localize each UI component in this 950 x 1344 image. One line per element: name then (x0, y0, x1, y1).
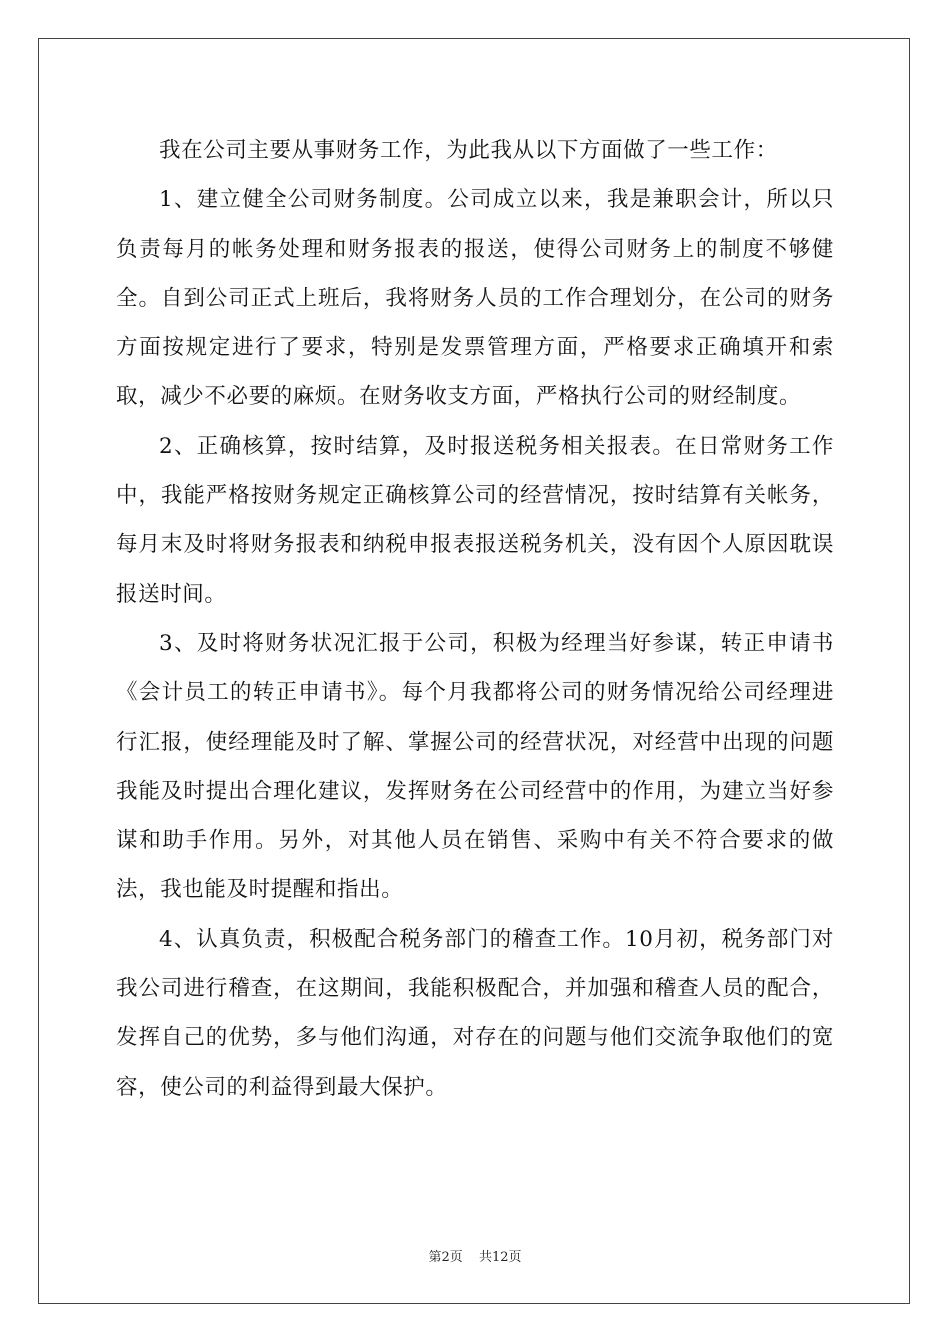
paragraph-item-3: 3、及时将财务状况汇报于公司，积极为经理当好参谋，转正申请书《会计员工的转正申请书》。每个月我都将公司的财务情况给公司经理进行汇报，使经理能及时了解、掌握公司的经营状况，对经营中出现的问题我能及时提出合理化建议，发挥财务在公司经营中的作用，为建立当好参谋和助手作用。另外，对其他人员在销售、采购中有关不符合要求的做法，我也能及时提醒和指出。 (116, 630, 834, 903)
page-footer (0, 1246, 950, 1265)
page-number: 第2页 (428, 1250, 463, 1265)
paragraph-intro: 我在公司主要从事财务工作，为此我从以下方面做了一些工作： (159, 138, 778, 163)
paragraph-item-2: 2、正确核算，按时结算，及时报送税务相关报表。在日常财务工作中，我能严格按财务规定正确核算公司的经营情况，按时结算有关帐务，每月末及时将财务报表和纳税申报表报送税务机关，没有因个人原因耽误报送时间。 (116, 433, 834, 607)
page-total: 共12页 (478, 1250, 522, 1265)
document-body (116, 126, 834, 1112)
paragraph-item-4: 4、认真负责，积极配合税务部门的稽查工作。10月初，税务部门对我公司进行稽查，在这期间，我能积极配合，并加强和稽查人员的配合，发挥自己的优势，多与他们沟通，对存在的问题与他们交流争取他们的宽容，使公司的利益得到最大保护。 (116, 926, 834, 1100)
paragraph-item-1: 1、建立健全公司财务制度。公司成立以来，我是兼职会计，所以只负责每月的帐务处理和财务报表的报送，使得公司财务上的制度不够健全。自到公司正式上班后，我将财务人员的工作合理划分，在公司的财务方面按规定进行了要求，特别是发票管理方面，严格要求正确填开和索取，减少不必要的麻烦。在财务收支方面，严格执行公司的财经制度。 (116, 187, 834, 410)
